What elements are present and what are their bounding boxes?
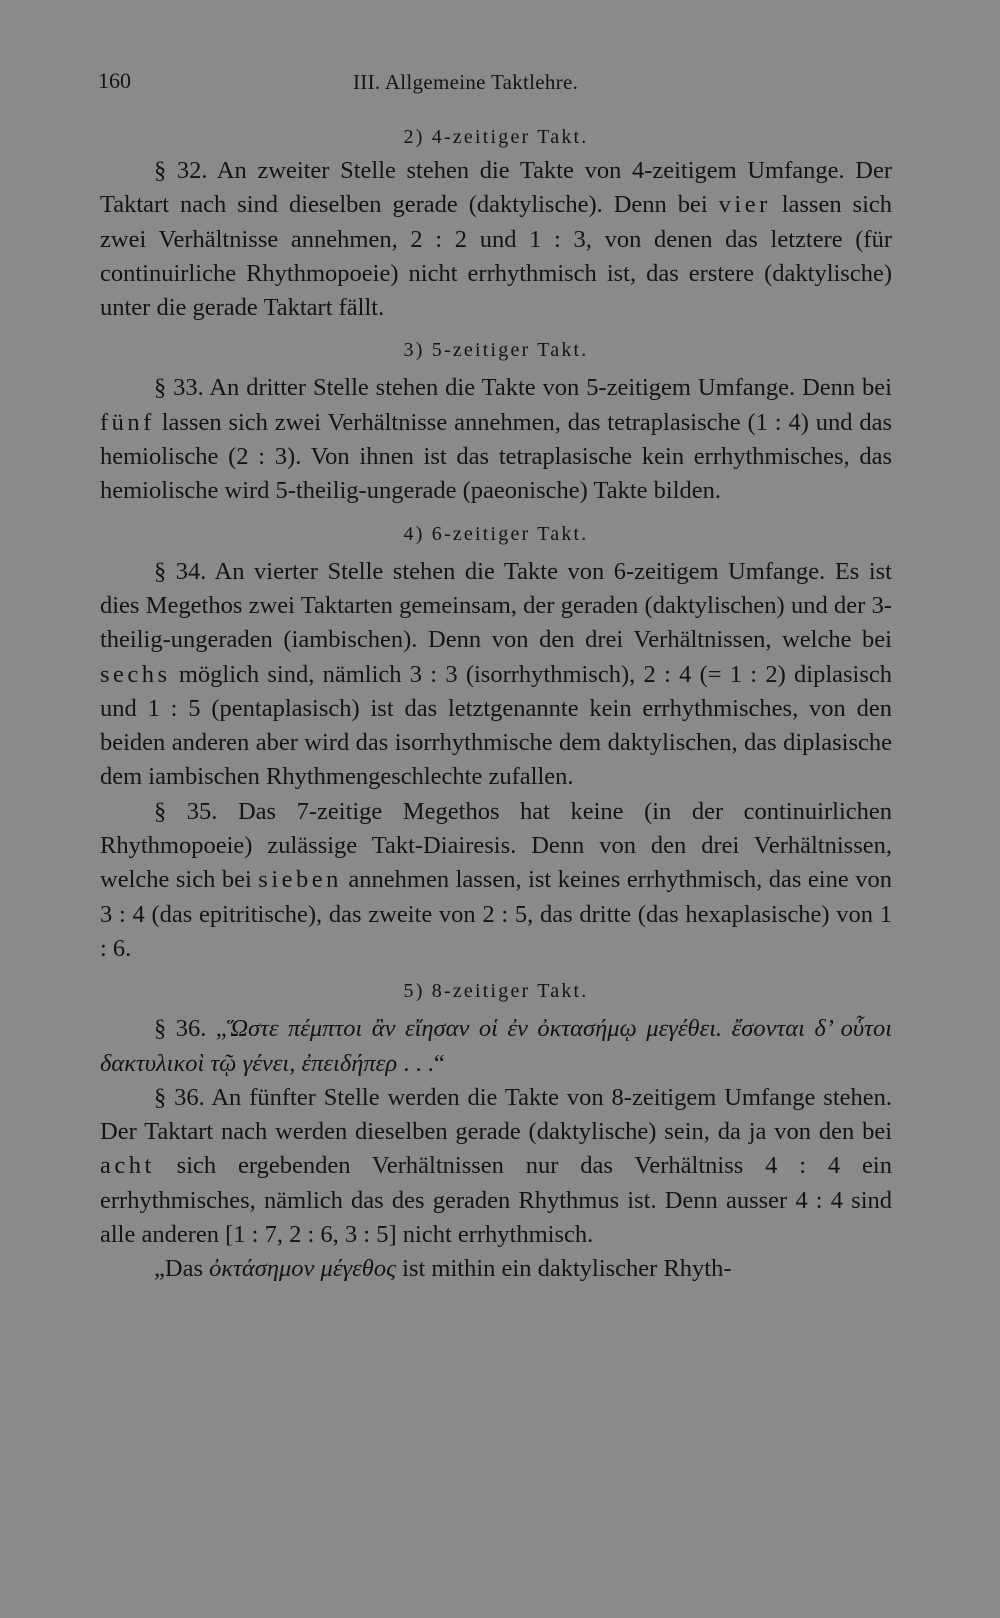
- greek-term: ὀκτάσημον μέγεθος: [209, 1255, 397, 1283]
- spaced-word: acht: [100, 1152, 155, 1180]
- section-heading: 5) 8-zeitiger Takt.: [403, 980, 589, 1003]
- text-run: § 36. An fünfter Stelle werden die Takte von 8-zeitigem Umfange stehen. Der Taktart nach werden dieselben gerade (daktylische) sein, da ja von den bei: [100, 1083, 892, 1146]
- text-run: möglich sind, nämlich 3 : 3 (isorrhythmisch), 2 : 4 (= 1 : 2) diplasisch und 1 : 5 (pentaplasisch) ist das letztgenannte kein errhythmisches, von den beiden anderen aber wird das isorrhythmische dem daktylischen, das diplasische dem iambischen Rhythmengeschlechte zufallen.: [100, 660, 892, 791]
- text-run: sich ergebenden Verhältnissen nur das Verhältniss 4 : 4 ein errhythmisches, nämlich das des geraden Rhythmus ist. Denn ausser 4 : 4 sind alle anderen [1 : 7, 2 : 6, 3 : 5] nicht errhythmisch.: [100, 1152, 892, 1249]
- text-run: § 33. An dritter Stelle stehen die Takte von 5-zeitigem Umfange. Denn bei: [154, 374, 892, 402]
- text-run: § 32. An zweiter Stelle stehen die Takte von 4-zeitigem Umfange. Der Taktart nach sind dieselben gerade (daktylische). Denn bei: [100, 157, 892, 219]
- text-run: annehmen lassen, ist keines errhythmisch, das eine von 3 : 4 (das epitritische), das zweite von 2 : 5, das dritte (das hexaplasische) von 1 : 6.: [100, 866, 892, 962]
- paragraph: [100, 1081, 892, 1252]
- spaced-word: vier: [718, 191, 771, 219]
- section-heading: 3) 5-zeitiger Takt.: [403, 339, 589, 362]
- spaced-word: sechs: [100, 660, 171, 688]
- paragraph: [100, 371, 892, 508]
- greek-quotation: Ὥστε πέμπτοι ἂν εἴησαν οἱ ἐν ὀκτασήμῳ μεγέθει. ἔσονται δ’ οὗτοι δακτυλικοὶ τῷ γένει, ἐπειδήπερ: [100, 1015, 892, 1077]
- paragraph: [100, 1252, 892, 1286]
- page-number: 160: [98, 68, 131, 93]
- spaced-word: sieben: [258, 866, 342, 894]
- text-run: . . .“: [397, 1049, 445, 1077]
- text-run: § 35. Das 7-zeitige Megethos hat keine (in der continuirlichen Rhythmopoeie) zulässige Takt-Diairesis. Denn von den drei Verhältnissen, welche sich bei: [100, 797, 892, 894]
- paragraph: [100, 1012, 892, 1081]
- text-run: lassen sich zwei Verhältnisse annehmen, das tetraplasische (1 : 4) und das hemiolische (2 : 3). Von ihnen ist das tetraplasische kein errhythmisches, das hemiolische wird 5-theilig-ungerade (paeonische) Takte bilden.: [100, 408, 892, 505]
- page-body: [100, 120, 892, 1287]
- paragraph: [100, 555, 892, 795]
- text-run: lassen sich zwei Verhältnisse annehmen, 2 : 2 und 1 : 3, von denen das letztere (für continuirliche Rhythmopoeie) nicht errhythmisch ist, das erstere (daktylische) unter die gerade Taktart fällt.: [100, 191, 892, 322]
- running-title: III. Allgemeine Taktlehre.: [353, 70, 579, 94]
- text-run: „Das: [154, 1255, 210, 1283]
- spaced-word: fünf: [100, 408, 155, 436]
- section-heading: 2) 4-zeitiger Takt.: [403, 126, 589, 148]
- paragraph: [100, 154, 892, 325]
- text-run: ist mithin ein daktylischer Rhyth-: [396, 1255, 732, 1283]
- text-run: § 34. An vierter Stelle stehen die Takte von 6-zeitigem Umfange. Es ist dies Megethos zwei Taktarten gemeinsam, der geraden (daktylischen) und der 3-theilig-ungeraden (iambischen). Denn von den drei Verhältnissen, welche bei: [100, 557, 892, 654]
- text-run: § 36. „: [154, 1015, 227, 1043]
- paragraph: [100, 795, 892, 966]
- section-heading: 4) 6-zeitiger Takt.: [403, 522, 589, 545]
- page-header: [98, 68, 892, 102]
